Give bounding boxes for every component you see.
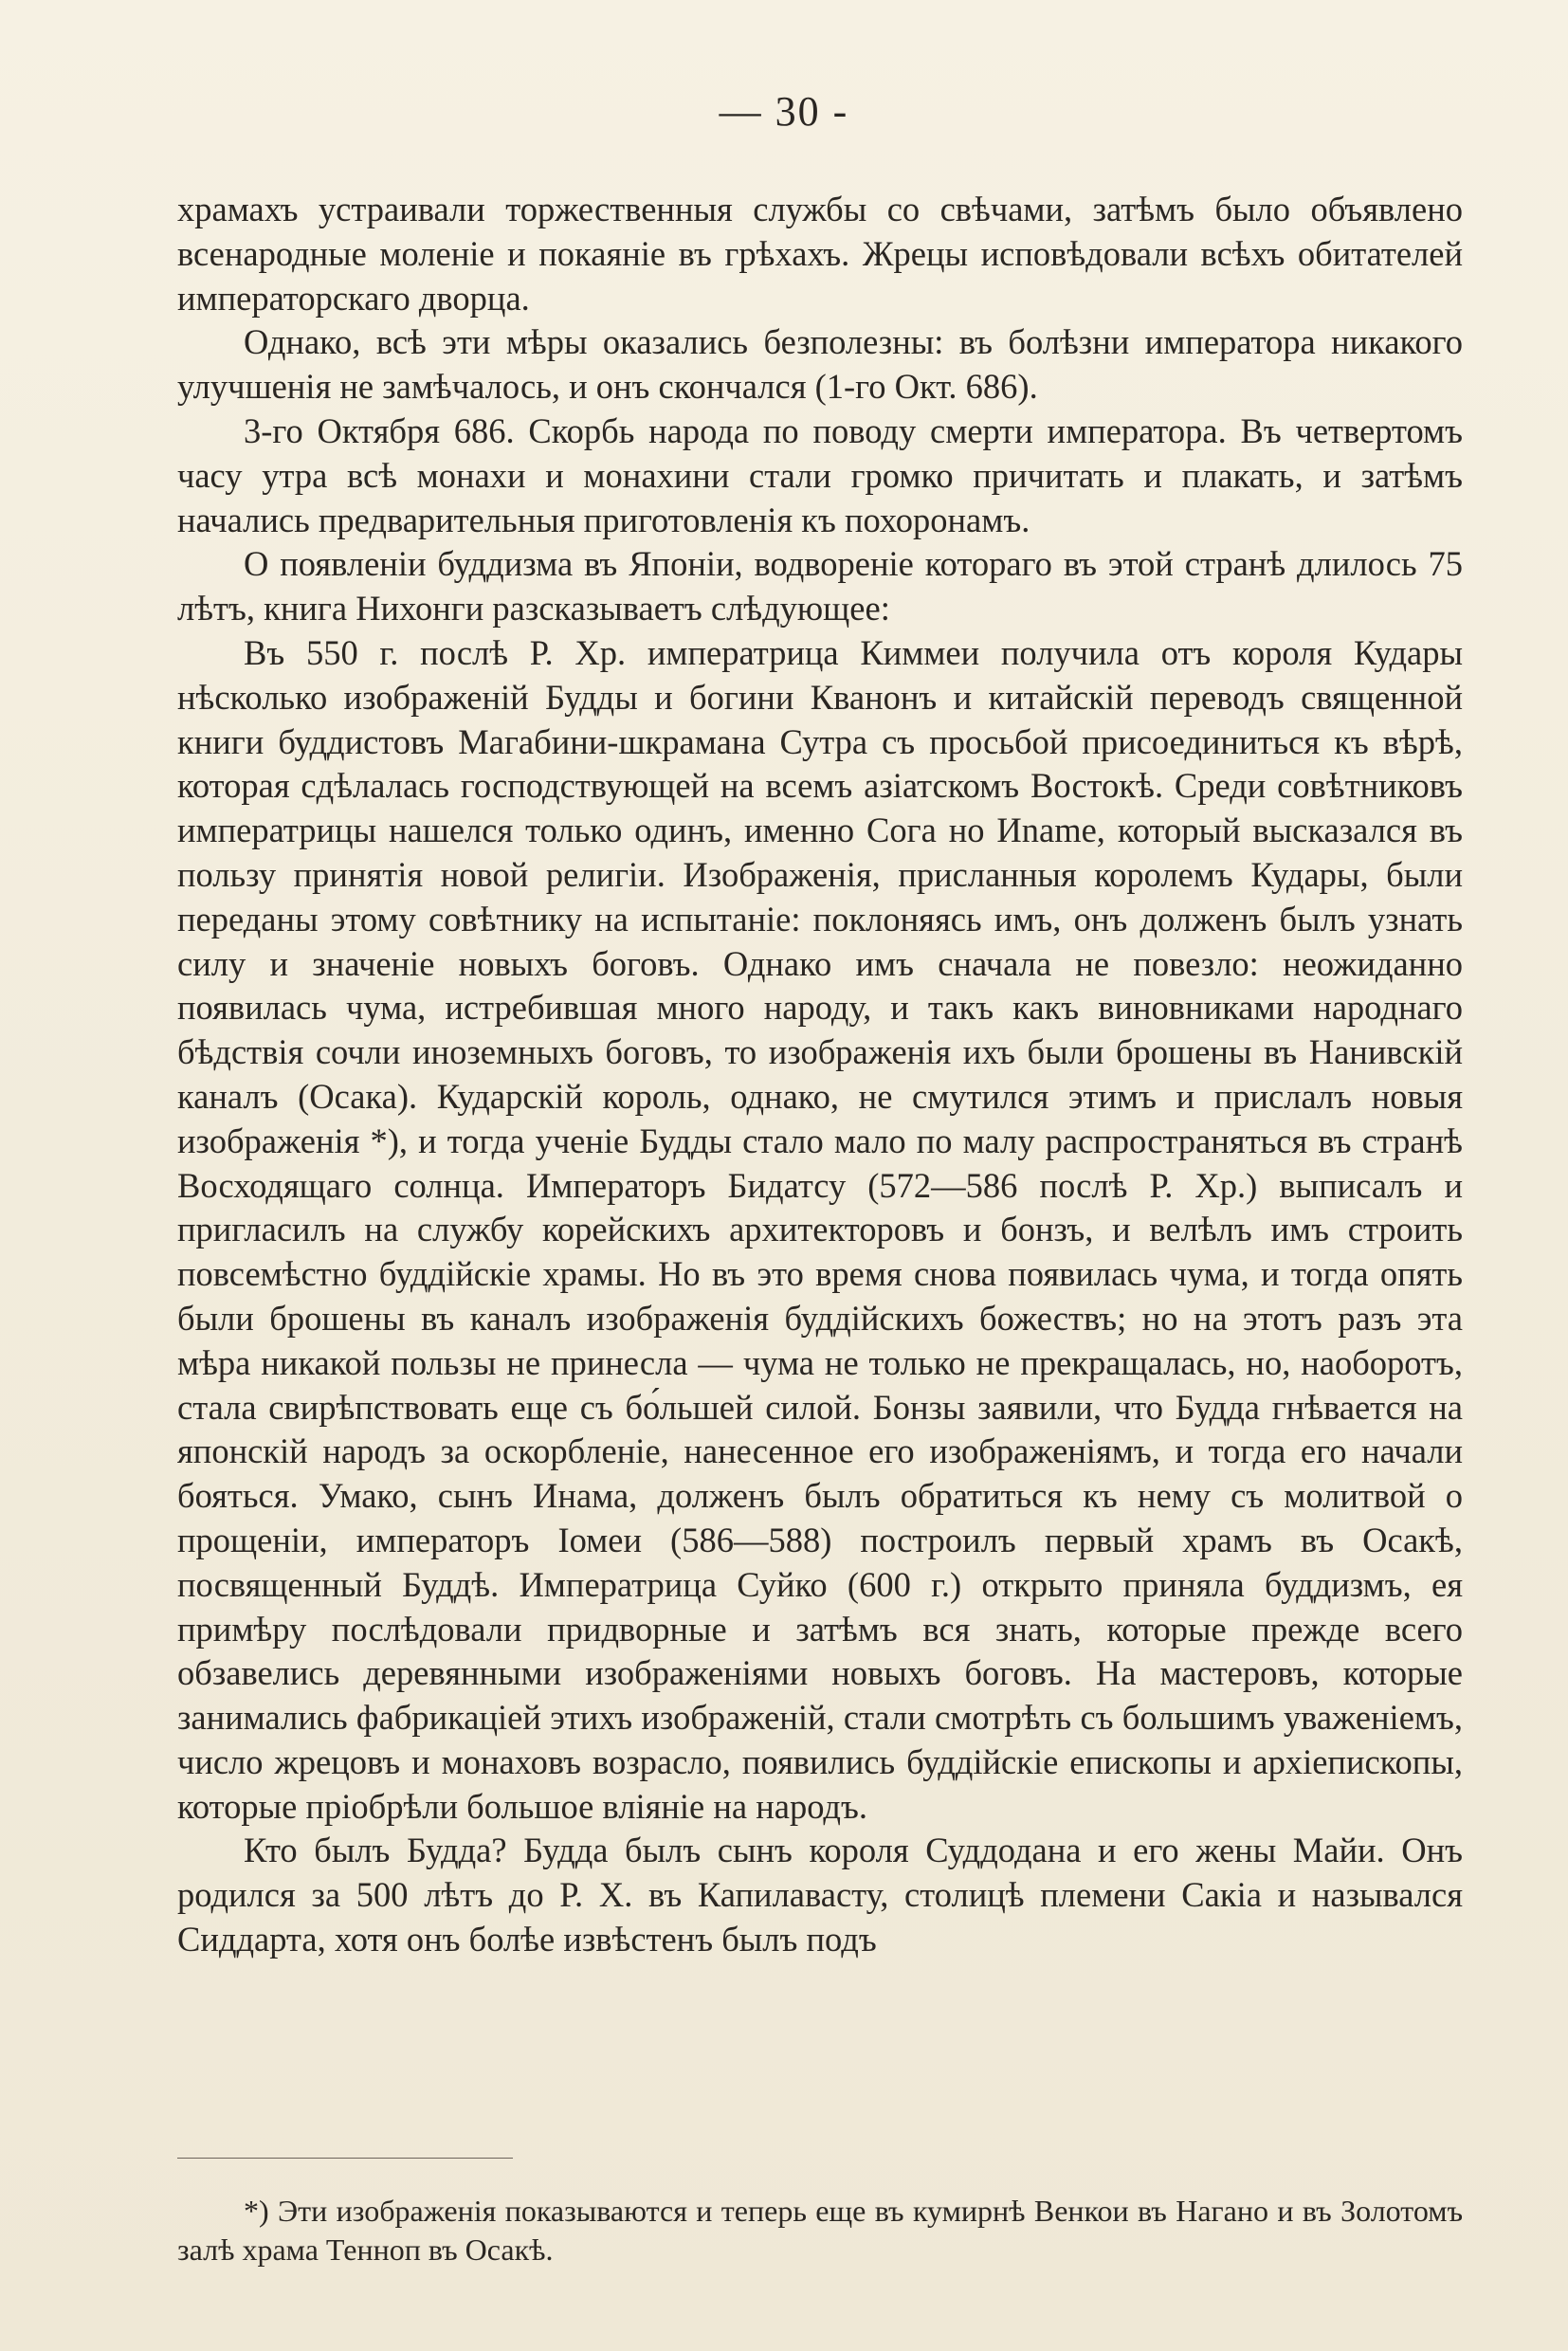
body-text bbox=[177, 188, 1463, 1962]
paragraph: Кто былъ Будда? Будда былъ сынъ короля Суддодана и его жены Майи. Онъ родился за 500 лѣтъ до Р. Х. въ Капилавасту, столицѣ племени Сакіа и назывался Сиддарта, хотя онъ болѣе извѣстенъ былъ подъ bbox=[177, 1831, 1463, 1959]
paragraph: О появленіи буддизма въ Японіи, водвореніе котораго въ этой странѣ длилось 75 лѣтъ, книга Нихонги разсказываетъ слѣдующее: bbox=[177, 544, 1463, 629]
paragraph: Однако, всѣ эти мѣры оказались безполезны: въ болѣзни императора никакого улучшенія не замѣчалось, и онъ скончался (1-го Окт. 686). bbox=[177, 322, 1463, 407]
footnote-divider bbox=[177, 2158, 513, 2159]
footnote: *) Эти изображенія показываются и теперь еще въ кумирнѣ Венкои въ Нагано и въ Золотомъ залѣ храма Тенноп въ Осакѣ. bbox=[177, 2194, 1463, 2267]
paragraph: Въ 550 г. послѣ Р. Хр. императрица Киммеи получила отъ короля Кудары нѣсколько изображеній Будды и богини Кванонъ и китайскій переводъ священной книги буддистовъ Магабини-шкрамана Сутра съ просьбой присоединиться къ вѣрѣ, которая сдѣлалась господствующей на всемъ азіатскомъ Востокѣ. Среди совѣтниковъ императрицы нашелся только одинъ, именно Сога но Иname, который высказался въ пользу принятія новой религіи. Изображенія, присланныя королемъ Кудары, были переданы этому совѣтнику на испытаніе: поклоняясь имъ, онъ долженъ былъ узнать силу и значеніе новыхъ боговъ. Однако имъ сначала не повезло: неожиданно появилась чума, истребившая много народу, и такъ какъ виновниками народнаго бѣдствія сочли иноземныхъ боговъ, то изображенія ихъ были брошены въ Нанивскій каналъ (Осака). Кударскій король, однако, не смутился этимъ и прислалъ новыя изображенія *), и тогда ученіе Будды стало мало по малу распространяться въ странѣ Восходящаго солнца. Императоръ Бидатсу (572—586 послѣ Р. Хр.) выписалъ и пригласилъ на службу корейскихъ архитекторовъ и бонзъ, и велѣлъ имъ строить повсемѣстно буддійскіе храмы. Но въ это время снова появилась чума, и тогда опять были брошены въ каналъ изображенія буддійскихъ божествъ; но на этотъ разъ эта мѣра никакой пользы не принесла — чума не только не прекращалась, но, наоборотъ, стала свирѣпствовать еще съ бо́льшей силой. Бонзы заявили, что Будда гнѣвается на японскій народъ за оскорбленіе, нанесенное его изображеніямъ, и тогда его начали бояться. Умако, сынъ Инама, долженъ былъ обратиться къ нему съ молитвой о прощеніи, императоръ Іомеи (586—588) построилъ первый храмъ въ Осакѣ, посвященный Буддѣ. Императрица Суйко (600 г.) открыто приняла буддизмъ, ея примѣру послѣдовали придворные и затѣмъ вся знать, которые прежде всего обзавелись деревянными изображеніями новыхъ боговъ. На мастеровъ, которые занимались фабрикаціей этихъ изображеній, стали смотрѣть съ большимъ уваженіемъ, число жрецовъ и монаховъ возрасло, появились буддійскіе епископы и архіепископы, которые пріобрѣли большое вліяніе на народъ. bbox=[177, 632, 1463, 1826]
paragraph: храмахъ устраивали торжественныя службы со свѣчами, затѣмъ было объявлено всенародные моленіе и покаяніе въ грѣхахъ. Жрецы исповѣдовали всѣхъ обитателей императорскаго дворца. bbox=[177, 190, 1463, 318]
paragraph: 3-го Октября 686. Скорбь народа по поводу смерти императора. Въ четвертомъ часу утра всѣ монахи и монахини стали громко причитать и плакать, и затѣмъ начались предварительныя приготовленія къ похоронамъ. bbox=[177, 410, 1463, 539]
page-number: — 30 - bbox=[719, 88, 849, 135]
